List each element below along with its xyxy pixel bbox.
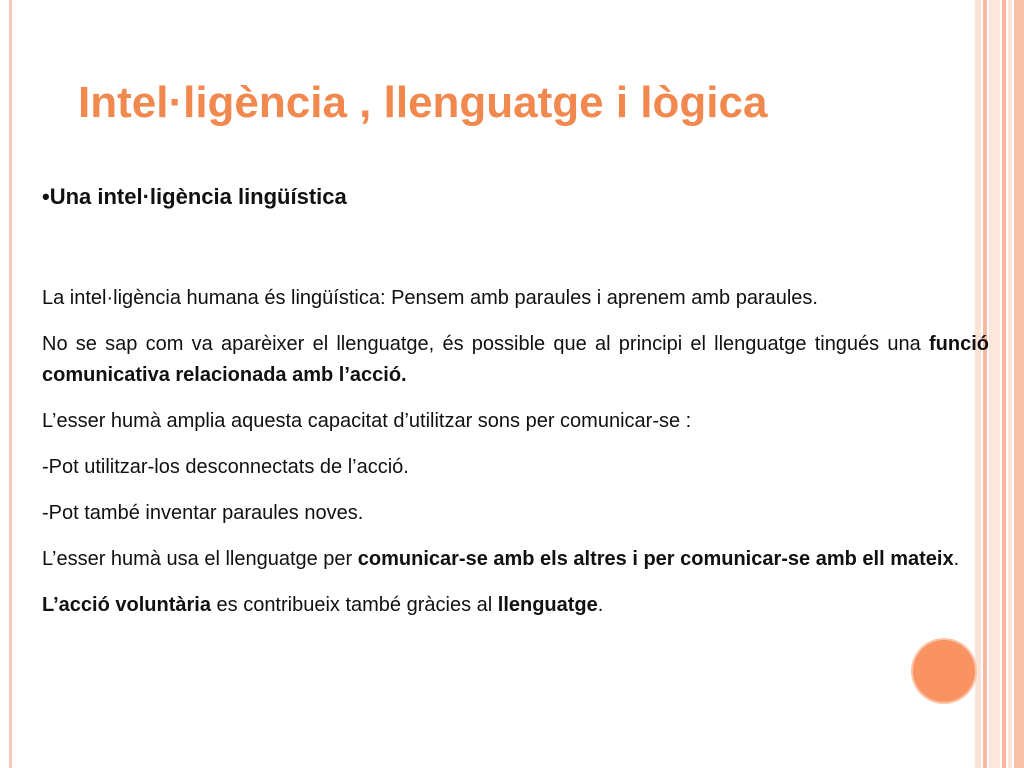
slide-body: [42, 283, 989, 636]
frame-right-stripe: [989, 0, 1000, 768]
frame-right-stripe: [1014, 0, 1024, 768]
paragraph-bold-text: comunicar-se amb els altres i per comunicar-se amb ell mateix: [357, 548, 954, 570]
paragraph-3: [42, 406, 989, 437]
paragraph-5: [42, 498, 989, 529]
paragraph-1: [42, 283, 989, 314]
slide-title: Intel·ligència , llenguatge i lògica: [78, 78, 768, 127]
paragraph-text: .: [597, 594, 604, 616]
frame-right-stripe: [1002, 0, 1006, 768]
decorative-circle: [913, 640, 975, 702]
slide-subtitle: •Una intel·ligència lingüística: [42, 184, 347, 209]
paragraph-bold-text: funció comunicativa relacionada amb l’acció.: [42, 333, 989, 386]
paragraph-text: -Pot utilitzar-los desconnectats de l’acció.: [42, 456, 409, 478]
paragraph-text: No se sap com va aparèixer el llenguatge, és possible que al principi el llenguatge tingués una: [42, 333, 929, 355]
paragraph-bold-text: L’acció voluntària: [42, 594, 211, 616]
paragraph-6: [42, 544, 989, 575]
paragraph-text: .: [953, 548, 960, 570]
paragraph-text: es contribueix també gràcies al: [210, 594, 498, 616]
paragraph-text: L’esser humà usa el llenguatge per: [42, 548, 358, 570]
paragraph-text: La intel·ligència humana és lingüística: Pensem amb paraules i aprenem amb paraules.: [42, 287, 818, 309]
frame-left-stripe: [9, 0, 12, 768]
paragraph-7: [42, 590, 989, 621]
paragraph-4: [42, 452, 989, 483]
frame-right-stripe: [1008, 0, 1012, 768]
paragraph-text: L’esser humà amplia aquesta capacitat d’utilitzar sons per comunicar-se :: [42, 410, 692, 432]
paragraph-2: [42, 329, 989, 391]
paragraph-text: -Pot també inventar paraules noves.: [42, 502, 364, 524]
paragraph-bold-text: llenguatge: [497, 594, 598, 616]
